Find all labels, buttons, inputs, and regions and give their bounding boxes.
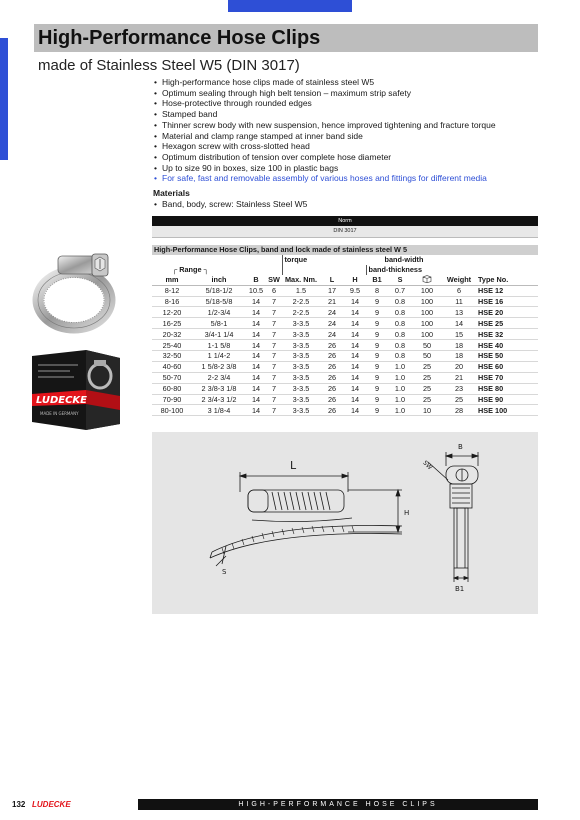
- table-cell: 1.0: [388, 383, 412, 394]
- technical-drawing-svg: [152, 432, 538, 614]
- table-cell: 14: [344, 296, 366, 307]
- table-cell: 10.5: [246, 285, 266, 296]
- table-cell: 3-3.5: [282, 372, 320, 383]
- table-cell: 3/4-1 1/4: [192, 329, 246, 340]
- table-cell: 28: [442, 405, 476, 416]
- column-header: S: [388, 275, 412, 286]
- bracket-icon: ┐: [203, 265, 209, 275]
- arrow-icon: [454, 577, 458, 580]
- page-number: 132: [12, 800, 26, 809]
- label-SW: SW: [421, 459, 434, 472]
- column-header: H: [344, 275, 366, 286]
- feature-item: • Up to size 90 in boxes, size 100 in plastic bags: [153, 163, 538, 174]
- title-bar: [34, 24, 538, 52]
- table-cell: 14: [344, 318, 366, 329]
- table-cell: 14: [246, 296, 266, 307]
- table-row: [152, 361, 538, 372]
- table-cell: 1 1/4-2: [192, 351, 246, 362]
- table-cell: 7: [266, 372, 282, 383]
- table-cell: 40-60: [152, 361, 192, 372]
- arrow-icon: [464, 577, 468, 580]
- table-cell: 7: [266, 329, 282, 340]
- table-cell: 9: [366, 307, 388, 318]
- feature-item: • Optimum distribution of tension over complete hose diameter: [153, 152, 538, 163]
- column-header: inch: [192, 275, 246, 286]
- table-cell: 7: [266, 405, 282, 416]
- footer-section-bar: [138, 799, 538, 810]
- column-header: Max. Nm.: [282, 275, 320, 286]
- table-cell: 24: [320, 329, 344, 340]
- table-cell: 26: [320, 405, 344, 416]
- table-cell-type: HSE 90: [476, 394, 538, 405]
- table-cell: 18: [442, 340, 476, 351]
- table-cell: 9: [366, 383, 388, 394]
- table-cell: 14: [246, 361, 266, 372]
- table-header-row: [152, 275, 538, 286]
- table-cell: 1.0: [388, 405, 412, 416]
- table-cell: 0.7: [388, 285, 412, 296]
- table-cell: 18: [442, 351, 476, 362]
- box-text-line: [38, 364, 78, 366]
- column-header: L: [320, 275, 344, 286]
- table-cell: 3-3.5: [282, 394, 320, 405]
- table-row: [152, 296, 538, 307]
- table-cell-type: HSE 16: [476, 296, 538, 307]
- table-cell: 14: [442, 318, 476, 329]
- table-cell: 21: [442, 372, 476, 383]
- column-header: Type No.: [476, 275, 538, 286]
- table-cell: 0.8: [388, 296, 412, 307]
- table-cell: 9: [366, 394, 388, 405]
- table-cell: 50: [412, 351, 442, 362]
- box-text-line: [38, 370, 70, 372]
- table-cell: 32-50: [152, 351, 192, 362]
- band-perforation: [222, 526, 354, 554]
- table-cell: 15: [442, 329, 476, 340]
- table-cell: 9: [366, 318, 388, 329]
- table-cell: 9: [366, 340, 388, 351]
- table-cell: 7: [266, 307, 282, 318]
- feature-item: • Hose-protective through rounded edges: [153, 98, 538, 109]
- page-title: High-Performance Hose Clips: [38, 27, 321, 49]
- table-cell-type: HSE 32: [476, 329, 538, 340]
- arrow-icon: [396, 490, 400, 496]
- table-cell: 13: [442, 307, 476, 318]
- table-row: [152, 372, 538, 383]
- table-cell: 100: [412, 318, 442, 329]
- table-cell: 24: [320, 307, 344, 318]
- feature-item: • Stamped band: [153, 109, 538, 120]
- table-cell: 7: [266, 318, 282, 329]
- arrow-icon: [240, 474, 246, 478]
- range-label: Range: [179, 265, 202, 275]
- table-cell: 25: [412, 372, 442, 383]
- table-cell-type: HSE 50: [476, 351, 538, 362]
- table-cell: 7: [266, 383, 282, 394]
- table-cell: 20: [442, 361, 476, 372]
- table-cell: 16-25: [152, 318, 192, 329]
- table-cell-type: HSE 80: [476, 383, 538, 394]
- table-cell: 14: [246, 307, 266, 318]
- table-row: [152, 383, 538, 394]
- table-cell-type: HSE 25: [476, 318, 538, 329]
- table-cell: 5/18-1/2: [192, 285, 246, 296]
- column-header: B: [246, 275, 266, 286]
- table-row: [152, 285, 538, 296]
- table-cell: 14: [246, 329, 266, 340]
- feature-item: • Material and clamp range stamped at inner band side: [153, 131, 538, 142]
- table-cell: 11: [442, 296, 476, 307]
- feature-list: [153, 77, 538, 184]
- table-cell: 60-80: [152, 383, 192, 394]
- column-header: B1: [366, 275, 388, 286]
- table-cell: 2-2.5: [282, 296, 320, 307]
- column-header: Weight: [442, 275, 476, 286]
- side-view-band: [454, 508, 468, 568]
- table-cell: 100: [412, 296, 442, 307]
- table-cell: 1.0: [388, 361, 412, 372]
- arrow-icon: [342, 474, 348, 478]
- table-cell: 14: [344, 307, 366, 318]
- table-cell: 8: [366, 285, 388, 296]
- hose-clip-icon: [94, 360, 106, 366]
- screw-thread: [272, 492, 330, 510]
- table-cell: 9: [366, 351, 388, 362]
- band-curve: [212, 526, 402, 552]
- product-box-photo: [28, 348, 124, 430]
- table-cell: 0.8: [388, 318, 412, 329]
- table-cell: 3-3.5: [282, 329, 320, 340]
- label-L: L: [290, 459, 297, 472]
- torque-divider: [282, 265, 320, 275]
- table-cell: 26: [320, 372, 344, 383]
- table-body: [152, 285, 538, 416]
- table-cell: 1/2-3/4: [192, 307, 246, 318]
- box-icon-svg: [422, 275, 432, 283]
- label-B1: B1: [455, 585, 465, 593]
- table-title: High-Performance Hose Clips, band and lock made of stainless steel W 5: [152, 245, 538, 255]
- feature-item: • Optimum sealing through high belt tension – maximum strip safety: [153, 88, 538, 99]
- table-cell: 0.8: [388, 351, 412, 362]
- page-footer: [0, 799, 580, 811]
- table-cell: 7: [266, 361, 282, 372]
- table-cell: 2 3/8-3 1/8: [192, 383, 246, 394]
- table-cell-type: HSE 100: [476, 405, 538, 416]
- table-cell: 9.5: [344, 285, 366, 296]
- table-cell: 50-70: [152, 372, 192, 383]
- table-cell: 5/8-1: [192, 318, 246, 329]
- table-cell: 2-2 3/4: [192, 372, 246, 383]
- table-cell: 100: [412, 329, 442, 340]
- feature-item: • High-performance hose clips made of stainless steel W5: [153, 77, 538, 88]
- table-cell: 24: [320, 318, 344, 329]
- table-cell: 26: [320, 361, 344, 372]
- table-cell: 25: [412, 383, 442, 394]
- table-cell: 7: [266, 296, 282, 307]
- range-header: [152, 265, 246, 275]
- table-cell: 7: [266, 394, 282, 405]
- table-cell: 80-100: [152, 405, 192, 416]
- table-row: [152, 318, 538, 329]
- table-cell: 6: [442, 285, 476, 296]
- materials-item: • Band, body, screw: Stainless Steel W5: [153, 199, 307, 209]
- feature-item: • Thinner screw body with new suspension, hence improved tightening and fracture torque: [153, 120, 538, 131]
- table-cell-type: HSE 70: [476, 372, 538, 383]
- table-row: [152, 329, 538, 340]
- label-H: H: [404, 509, 410, 517]
- footer-section-title: HIGH-PERFORMANCE HOSE CLIPS: [238, 801, 438, 808]
- table-cell: 2 3/4-3 1/2: [192, 394, 246, 405]
- box-brand-logo: LUDECKE: [36, 395, 87, 406]
- label-S: S: [222, 568, 227, 576]
- table-cell: 7: [266, 351, 282, 362]
- arrow-icon: [472, 454, 478, 458]
- table-cell: 14: [246, 318, 266, 329]
- table-cell: 9: [366, 361, 388, 372]
- spec-table: [152, 245, 538, 416]
- table-cell: 2-2.5: [282, 307, 320, 318]
- table-cell: 3-3.5: [282, 361, 320, 372]
- table-cell: 21: [320, 296, 344, 307]
- table-cell: 12-20: [152, 307, 192, 318]
- table-cell: 6: [266, 285, 282, 296]
- arrow-icon: [396, 526, 400, 532]
- side-accent-bar: [0, 38, 8, 160]
- table-cell: 26: [320, 394, 344, 405]
- feature-item: • Hexagon screw with cross-slotted head: [153, 141, 538, 152]
- table-cell: 9: [366, 372, 388, 383]
- table-cell: 0.8: [388, 329, 412, 340]
- norm-value: DIN 3017: [152, 226, 538, 238]
- table-cell: 1.5: [282, 285, 320, 296]
- box-made-in: MADE IN GERMANY: [40, 411, 79, 416]
- table-cell: 3-3.5: [282, 405, 320, 416]
- table-row: [152, 405, 538, 416]
- table-cell: 25: [442, 394, 476, 405]
- table-cell: 8-12: [152, 285, 192, 296]
- table-cell-type: HSE 40: [476, 340, 538, 351]
- box-text-line: [38, 376, 74, 378]
- technical-drawing: [152, 432, 538, 614]
- table-cell: 26: [320, 351, 344, 362]
- table-row: [152, 340, 538, 351]
- table-cell: 9: [366, 329, 388, 340]
- group-bandwidth: band-width: [384, 255, 424, 265]
- table-cell: 8-16: [152, 296, 192, 307]
- table-cell: 14: [344, 383, 366, 394]
- table-cell: 14: [344, 394, 366, 405]
- box-icon: [412, 275, 442, 286]
- bracket-icon: ┌: [172, 265, 178, 275]
- table-cell: 9: [366, 296, 388, 307]
- table-cell: 14: [344, 351, 366, 362]
- table-cell: 14: [344, 405, 366, 416]
- table-cell: 1.0: [388, 372, 412, 383]
- table-cell: 20-32: [152, 329, 192, 340]
- table-cell: 14: [246, 372, 266, 383]
- table-cell: 14: [246, 394, 266, 405]
- group-torque: torque: [282, 255, 320, 265]
- table-cell-type: HSE 20: [476, 307, 538, 318]
- table-row: [152, 307, 538, 318]
- table-cell: 3 1/8-4: [192, 405, 246, 416]
- table-cell: 0.8: [388, 307, 412, 318]
- table-cell: 1-1 5/8: [192, 340, 246, 351]
- table-cell: 3-3.5: [282, 318, 320, 329]
- table-cell: 17: [320, 285, 344, 296]
- label-B: B: [458, 443, 463, 451]
- feature-item-highlight: • For safe, fast and removable assembly of various hoses and fittings for different media: [153, 173, 538, 184]
- table-cell: 9: [366, 405, 388, 416]
- table-cell: 26: [320, 383, 344, 394]
- top-accent-tab: [228, 0, 352, 12]
- arrow-icon: [446, 454, 452, 458]
- table-cell: 14: [344, 372, 366, 383]
- table-cell: 25: [412, 361, 442, 372]
- table-cell: 26: [320, 340, 344, 351]
- table-cell: 10: [412, 405, 442, 416]
- table-cell: 14: [246, 351, 266, 362]
- group-bandthickness: band-thickness: [366, 265, 476, 275]
- table-cell-type: HSE 12: [476, 285, 538, 296]
- table-cell: 1 5/8-2 3/8: [192, 361, 246, 372]
- table-cell: 100: [412, 285, 442, 296]
- page-subtitle: made of Stainless Steel W5 (DIN 3017): [38, 57, 300, 74]
- table-cell: 14: [246, 405, 266, 416]
- column-header: mm: [152, 275, 192, 286]
- table-cell: 70-90: [152, 394, 192, 405]
- table-cell: 25: [412, 394, 442, 405]
- column-header: SW: [266, 275, 282, 286]
- table-cell: 5/18-5/8: [192, 296, 246, 307]
- footer-brand-logo: LUDECKE: [32, 800, 71, 809]
- table-cell: 0.8: [388, 340, 412, 351]
- materials-heading: Materials: [153, 188, 190, 198]
- table-cell: 100: [412, 307, 442, 318]
- table-cell: 23: [442, 383, 476, 394]
- table-cell: 50: [412, 340, 442, 351]
- table-cell: 3-3.5: [282, 340, 320, 351]
- table-cell: 14: [344, 361, 366, 372]
- table-cell: 14: [344, 329, 366, 340]
- table-cell: 25-40: [152, 340, 192, 351]
- table-cell: 7: [266, 340, 282, 351]
- table-cell: 3-3.5: [282, 351, 320, 362]
- table-row: [152, 351, 538, 362]
- table-cell: 14: [344, 340, 366, 351]
- hose-clip-photo: [28, 248, 126, 334]
- table-cell: 1.0: [388, 394, 412, 405]
- norm-header: Norm: [152, 216, 538, 226]
- table-cell: 14: [246, 340, 266, 351]
- table-cell-type: HSE 60: [476, 361, 538, 372]
- table-row: [152, 394, 538, 405]
- table-cell: 3-3.5: [282, 383, 320, 394]
- table-cell: 14: [246, 383, 266, 394]
